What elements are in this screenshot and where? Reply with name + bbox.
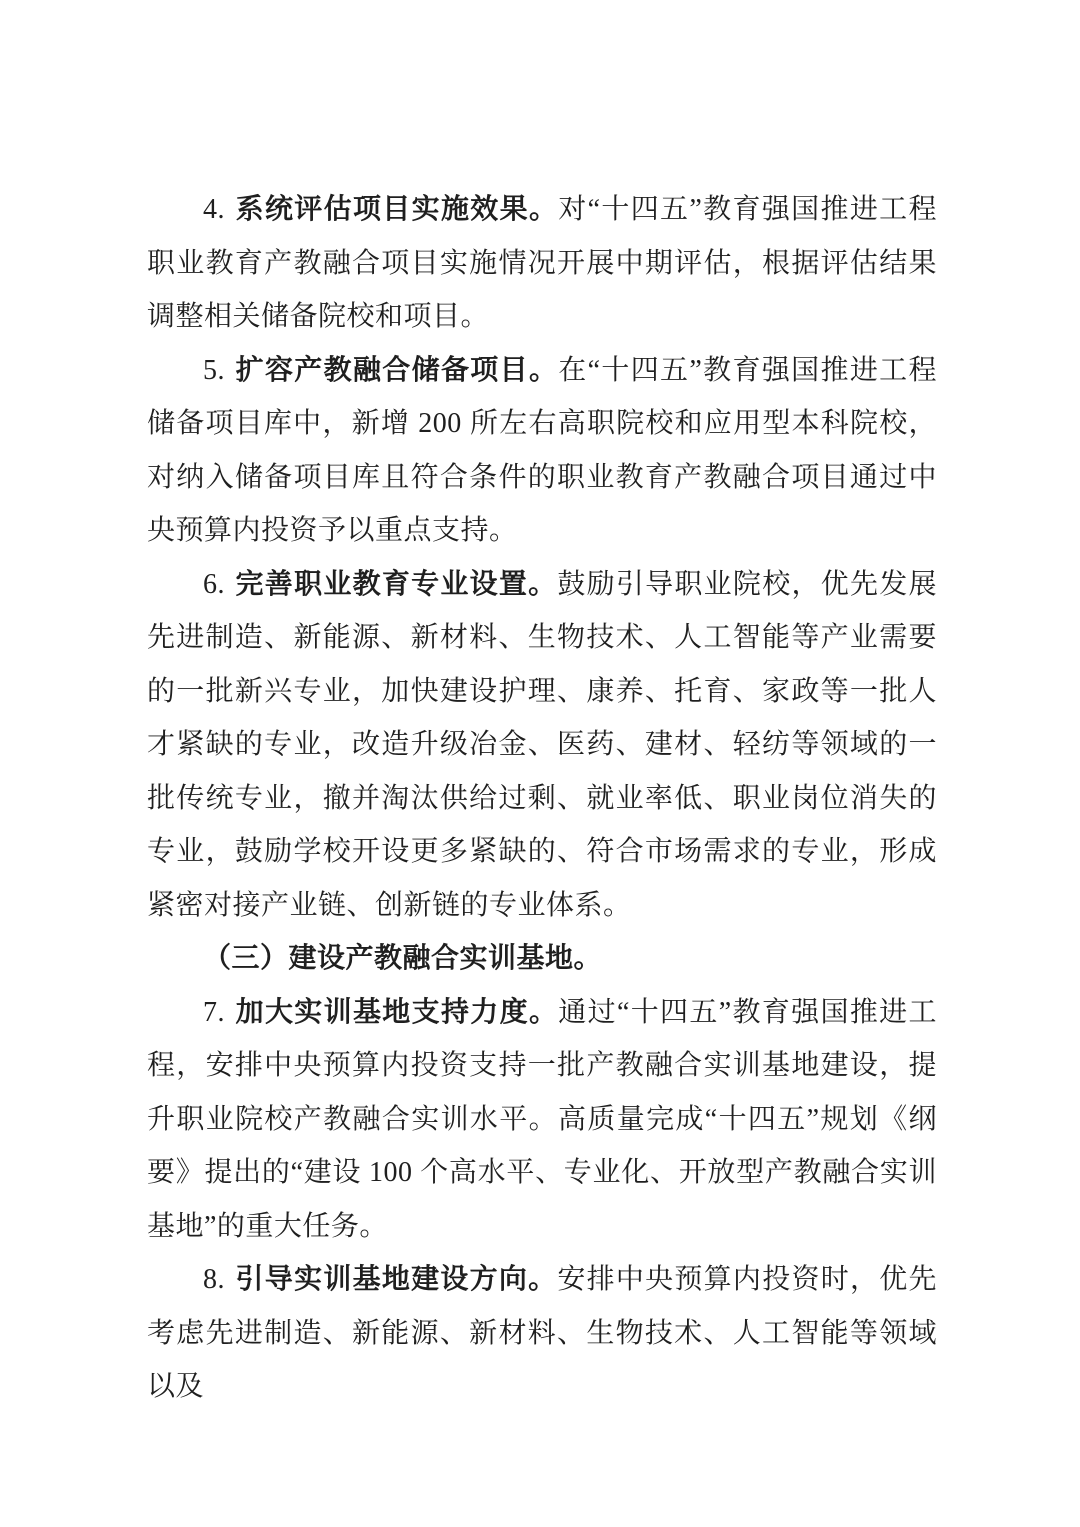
section-heading-text: （三）建设产教融合实训基地。 [203,943,603,974]
paragraph-number: 5. [203,354,225,386]
paragraph-lead: 引导实训基地建设方向。 [234,1264,558,1295]
paragraph-lead: 完善职业教育专业设置。 [234,568,558,600]
paragraph-body: 在“十四五”教育强国推进工程储备项目库中，新增 200 所左右高职院校和应用型本科院校，对纳入储备项目库且符合条件的职业教育产教融合项目通过中央预算内投资予以重点支持。 [147,354,937,546]
paragraph-7 [147,986,937,1254]
paragraph-body: 对“十四五”教育强国推进工程职业教育产教融合项目实施情况开展中期评估，根据评估结果调整相关储备院校和项目。 [147,194,937,332]
paragraph-8 [147,1253,937,1414]
paragraph-body: 通过“十四五”教育强国推进工程，安排中央预算内投资支持一批产教融合实训基地建设，提升职业院校产教融合实训水平。高质量完成“十四五”规划《纲要》提出的“建设 100 个高水平、专业化、开放型产教融合实训基地”的重大任务。 [147,996,937,1242]
paragraph-number: 6. [203,568,225,600]
paragraph-body: 鼓励引导职业院校，优先发展先进制造、新能源、新材料、生物技术、人工智能等产业需要的一批新兴专业，加快建设护理、康养、托育、家政等一批人才紧缺的专业，改造升级冶金、医药、建材、轻纺等领域的一批传统专业，撤并淘汰供给过剩、就业率低、职业岗位消失的专业，鼓励学校开设更多紧缺的、符合市场需求的专业，形成紧密对接产业链、创新链的专业体系。 [147,568,937,921]
paragraph-number: 7. [203,996,225,1028]
paragraph-4 [147,183,937,344]
paragraph-body: 安排中央预算内投资时，优先考虑先进制造、新能源、新材料、生物技术、人工智能等领域以及 [147,1264,937,1402]
paragraph-lead: 系统评估项目实施效果。 [234,194,559,225]
paragraph-lead: 加大实训基地支持力度。 [234,996,559,1028]
section-heading [147,932,937,986]
paragraph-number: 4. [203,194,225,225]
paragraph-lead: 扩容产教融合储备项目。 [234,354,559,386]
paragraph-number: 8. [203,1264,225,1295]
paragraph-6 [147,558,937,933]
paragraph-5 [147,344,937,558]
document-text-block [147,183,937,1414]
